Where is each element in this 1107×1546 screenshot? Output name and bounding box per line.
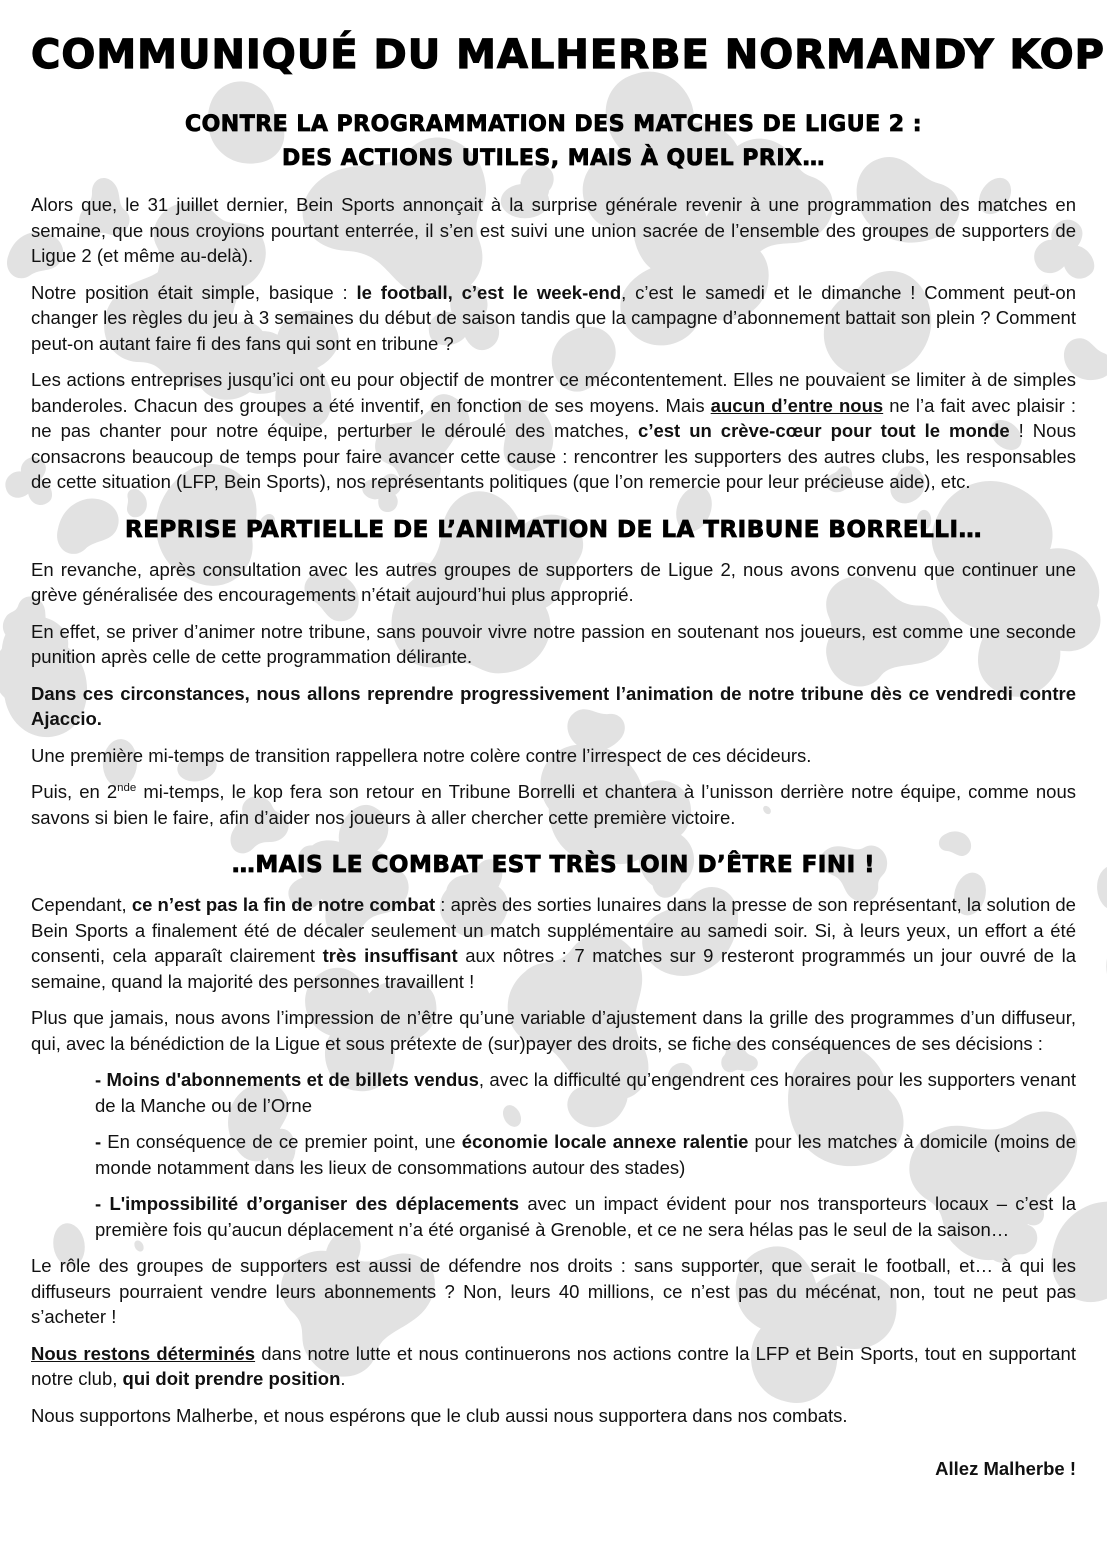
document-subtitle (31, 108, 1076, 176)
paragraph-seconde-punition: En effet, se priver d’animer notre tribune, sans pouvoir vivre notre passion en soutenant nos joueurs, est comme une seconde punition après celle de cette programmation délirante. (31, 620, 1076, 668)
section-heading-combat-loin: …MAIS LE COMBAT EST TRÈS LOIN D’ÊTRE FINI ! (231, 852, 876, 879)
bullet-abonnements-billets: - Moins d'abonnements et de billets vendus, avec la difficulté qu’engendrent ces horaires pour les supporters venant de la Manche ou de l’Orne (95, 1069, 1076, 1116)
paragraph-bein-announcement: Alors que, le 31 juillet dernier, Bein Sports annonçait à la surprise générale revenir à une programmation des matches en semaine, que nous croyions pourtant enterrée, il s’en est suivi une union sacrée de l’ensemble des groupes de supporters de Ligue 2 (et même au-delà). (31, 194, 1076, 267)
page-title: COMMUNIQUÉ DU MALHERBE NORMANDY KOP (31, 32, 1105, 78)
paragraph-variable-ajustement: Plus que jamais, nous avons l’impression de n’être qu’une variable d’ajustement dans la grille des programmes d’un diffuseur, qui, avec la bénédiction de la Ligue et sous prétexte de (sur)payer des droits, se fiche des conséquences de ses décisions : (31, 1007, 1076, 1054)
subtitle-line-2: DES ACTIONS UTILES, MAIS À QUEL PRIX… (281, 146, 826, 172)
subtitle-line-1: CONTRE LA PROGRAMMATION DES MATCHES DE LIGUE 2 : (184, 112, 923, 137)
paragraph-pas-fin-combat: Cependant, ce n’est pas la fin de notre combat : après des sorties lunaires dans la presse de son représentant, la solution de Bein Sports a finalement été de décaler seulement un match supplémentaire au samedi soir. Si, à leurs yeux, un effort a été consenti, cela apparaît clairement très insuffisant aux nôtres : 7 matches sur 9 resteront programmés un jour ouvré de la semaine, quand la majorité des personnes travaillent ! (31, 894, 1077, 992)
paragraph-restons-determines: Nous restons déterminés dans notre lutte et nous continuerons nos actions contre la LFP et Bein Sports, tout en supportant notre club, qui doit prendre position. (31, 1342, 1076, 1390)
paragraph-reprise-animation: Dans ces circonstances, nous allons reprendre progressivement l’animation de notre tribune dès ce vendredi contre Ajaccio. (31, 682, 1076, 730)
section-heading-reprise-borrelli: REPRISE PARTIELLE DE L’ANIMATION DE LA TRIBUNE BORRELLI… (124, 516, 982, 543)
paragraph-role-supporters: Le rôle des groupes de supporters est aussi de défendre nos droits : sans supporter, que serait le football, et… à qui les diffuseurs pourraient vendre leurs abonnements ? Non, leurs 40 millions, ce n’est pas du mécénat, non, tout ne peut pas s’acheter ! (31, 1255, 1076, 1328)
bullet-economie-locale: - En conséquence de ce premier point, une économie locale annexe ralentie pour les matches à domicile (moins de monde notamment dans les lieux de consommations autour des stades) (95, 1131, 1076, 1178)
paragraph-position-weekend: Notre position était simple, basique : le football, c’est le week-end, c’est le samedi et le dimanche ! Comment peut-on changer les règles du jeu à 3 semaines du début de saison tandis que la campagne d’abonnement battait son plein ? Comment peut-on autant faire fi des fans qui sont en tribune ? (31, 281, 1076, 354)
paragraph-seconde-mi-temps: Puis, en 2nde mi-temps, le kop fera son retour en Tribune Borrelli et chantera à l’unisson derrière notre équipe, comme nous savons si bien le faire, afin d’aider nos joueurs à aller chercher cette première victoire. (31, 781, 1077, 828)
paragraph-actions-entreprises: Les actions entreprises jusqu’ici ont eu pour objectif de montrer ce mécontentement. Elles ne pouvaient se limiter à de simples banderoles. Chacun des groupes a été inventif, en fonction de ses moyens. Mais aucun d’entre nous ne l’a fait avec plaisir : ne pas chanter pour notre équipe, perturber le déroulé des matches, c’est un crève-cœur pour tout le monde ! Nous consacrons beaucoup de temps pour faire avancer cette cause : rencontrer les supporters des autres clubs, les responsables de cette situation (LFP, Bein Sports), nos représentants politiques (que l’on remercie pour leur précieuse aide), etc. (31, 369, 1076, 493)
closing-allez-malherbe: Allez Malherbe ! (935, 1458, 1076, 1480)
bullet-deplacements: - L'impossibilité d’organiser des déplacements avec un impact évident pour nos transporteurs locaux – c’est la première fois qu’aucun déplacement n’a été organisé à Grenoble, et ce ne sera hélas pas le seul de la saison… (95, 1193, 1077, 1240)
paragraph-supportons-malherbe: Nous supportons Malherbe, et nous espérons que le club aussi nous supportera dans nos combats. (31, 1404, 848, 1426)
paragraph-consultation-groupes: En revanche, après consultation avec les autres groupes de supporters de Ligue 2, nous avons convenu que continuer une grève généralisée des encouragements n’était aujourd’hui plus approprié. (31, 558, 1076, 606)
paragraph-premiere-mi-temps: Une première mi-temps de transition rappellera notre colère contre l’irrespect de ces décideurs. (31, 744, 812, 766)
